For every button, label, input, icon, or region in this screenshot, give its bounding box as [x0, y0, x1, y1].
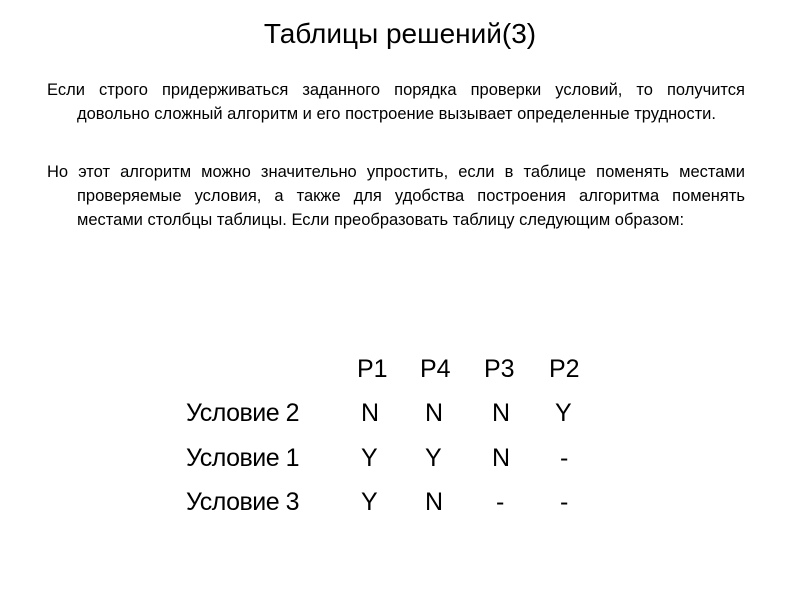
table-cell: - [560, 488, 569, 516]
table-cell: Y [361, 444, 378, 472]
table-cell: Y [361, 488, 378, 516]
table-cell: Y [425, 444, 442, 472]
table-cell: N [492, 444, 511, 472]
column-header-p2: P2 [549, 355, 580, 383]
table-cell: Y [555, 399, 572, 427]
row-label-condition-1: Условие 1 [186, 444, 299, 472]
paragraph-2: Но этот алгоритм можно значительно упростить, если в таблице поменять местами проверяемые условия, а также для удобства построения алгоритма поменять местами столбцы таблицы. Если преобразовать таблицу следующим образом: [47, 163, 745, 229]
table-cell: N [492, 399, 511, 427]
row-label-condition-3: Условие 3 [186, 488, 299, 516]
column-header-p1: P1 [357, 355, 388, 383]
table-cell: - [496, 488, 505, 516]
table-cell: N [361, 399, 380, 427]
paragraph-1: Если строго придерживаться заданного порядка проверки условий, то получится довольно сложный алгоритм и его построение вызывает определенные трудности. [47, 81, 745, 123]
slide-title: Таблицы решений(3) [263, 18, 537, 49]
table-cell: N [425, 488, 444, 516]
table-cell: - [560, 444, 569, 472]
column-header-p4: P4 [420, 355, 451, 383]
row-label-condition-2: Условие 2 [186, 399, 299, 427]
column-header-p3: P3 [484, 355, 515, 383]
table-cell: N [425, 399, 444, 427]
